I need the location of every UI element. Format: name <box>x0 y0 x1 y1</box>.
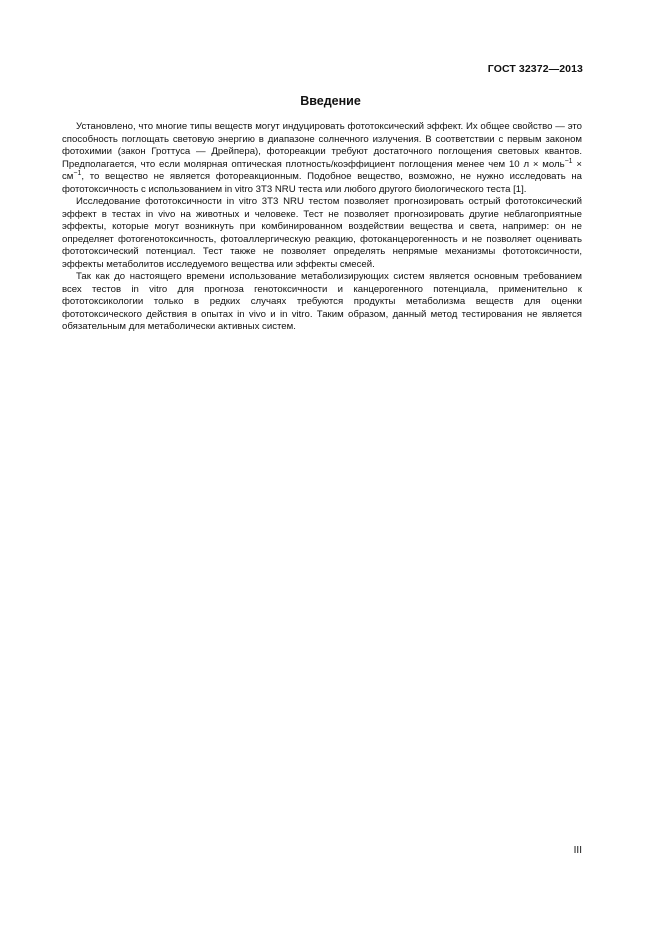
paragraph-1 <box>62 121 582 196</box>
page-number: III <box>573 845 582 856</box>
paragraph-1-text-a: Установлено, что многие типы веществ могут индуцировать фототоксический эффект. Их общее свойство — это способность поглощать световую энергию в диапазоне солнечного излучения. В соответствии с первым законом фотохимии (закон Гроттуса — Дрейпера), фотореакции требуют достаточного поглощения световых квантов. Предполагается, что если молярная оптическая плотность/коэффициент поглощения менее чем 10 л × моль <box>62 121 582 170</box>
superscript-minus-one: −1 <box>564 157 573 165</box>
paragraph-3: Так как до настоящего времени использование метаболизирующих систем является основным требованием всех тестов in vitro для прогноза генотоксичности и канцерогенного потенциала, применительно к фототоксикологии только в редких случаях требуются продукты метаболизма веществ для оценки фототоксического действия в опытах in vivo и in vitro. Таким образом, данный метод тестирования не является обязательным для метаболически активных систем. <box>62 271 582 332</box>
paragraph-1-text-b: × см <box>62 158 582 182</box>
body-text <box>62 121 582 334</box>
section-title: Введение <box>300 94 361 108</box>
paragraph-2: Исследование фототоксичности in vitro 3T3 NRU тестом позволяет прогнозировать острый фототоксический эффект в тестах in vivo на животных и человеке. Тест не позволяет прогнозировать другие неблагоприятные эффекты, которые могут возникнуть при комбинированном воздействии вещества и света, например: он не определяет фотогенотоксичность, фотоаллергическую реакцию, фотоканцерогенность и не позволяет оценивать фототоксический потенциал. Тест также не позволяет определять непрямые механизмы фототоксичности, эффекты метаболитов исследуемого вещества или эффекты смесей. <box>62 196 582 270</box>
paragraph-1-text-c: , то вещество не является фотореакционным. Подобное вещество, возможно, не нужно исследовать на фототоксичность с использованием in vitro 3T3 NRU теста или любого другого биологического теста [1]. <box>62 171 582 195</box>
document-code: ГОСТ 32372—2013 <box>487 63 583 75</box>
superscript-minus-one: −1 <box>73 170 82 177</box>
